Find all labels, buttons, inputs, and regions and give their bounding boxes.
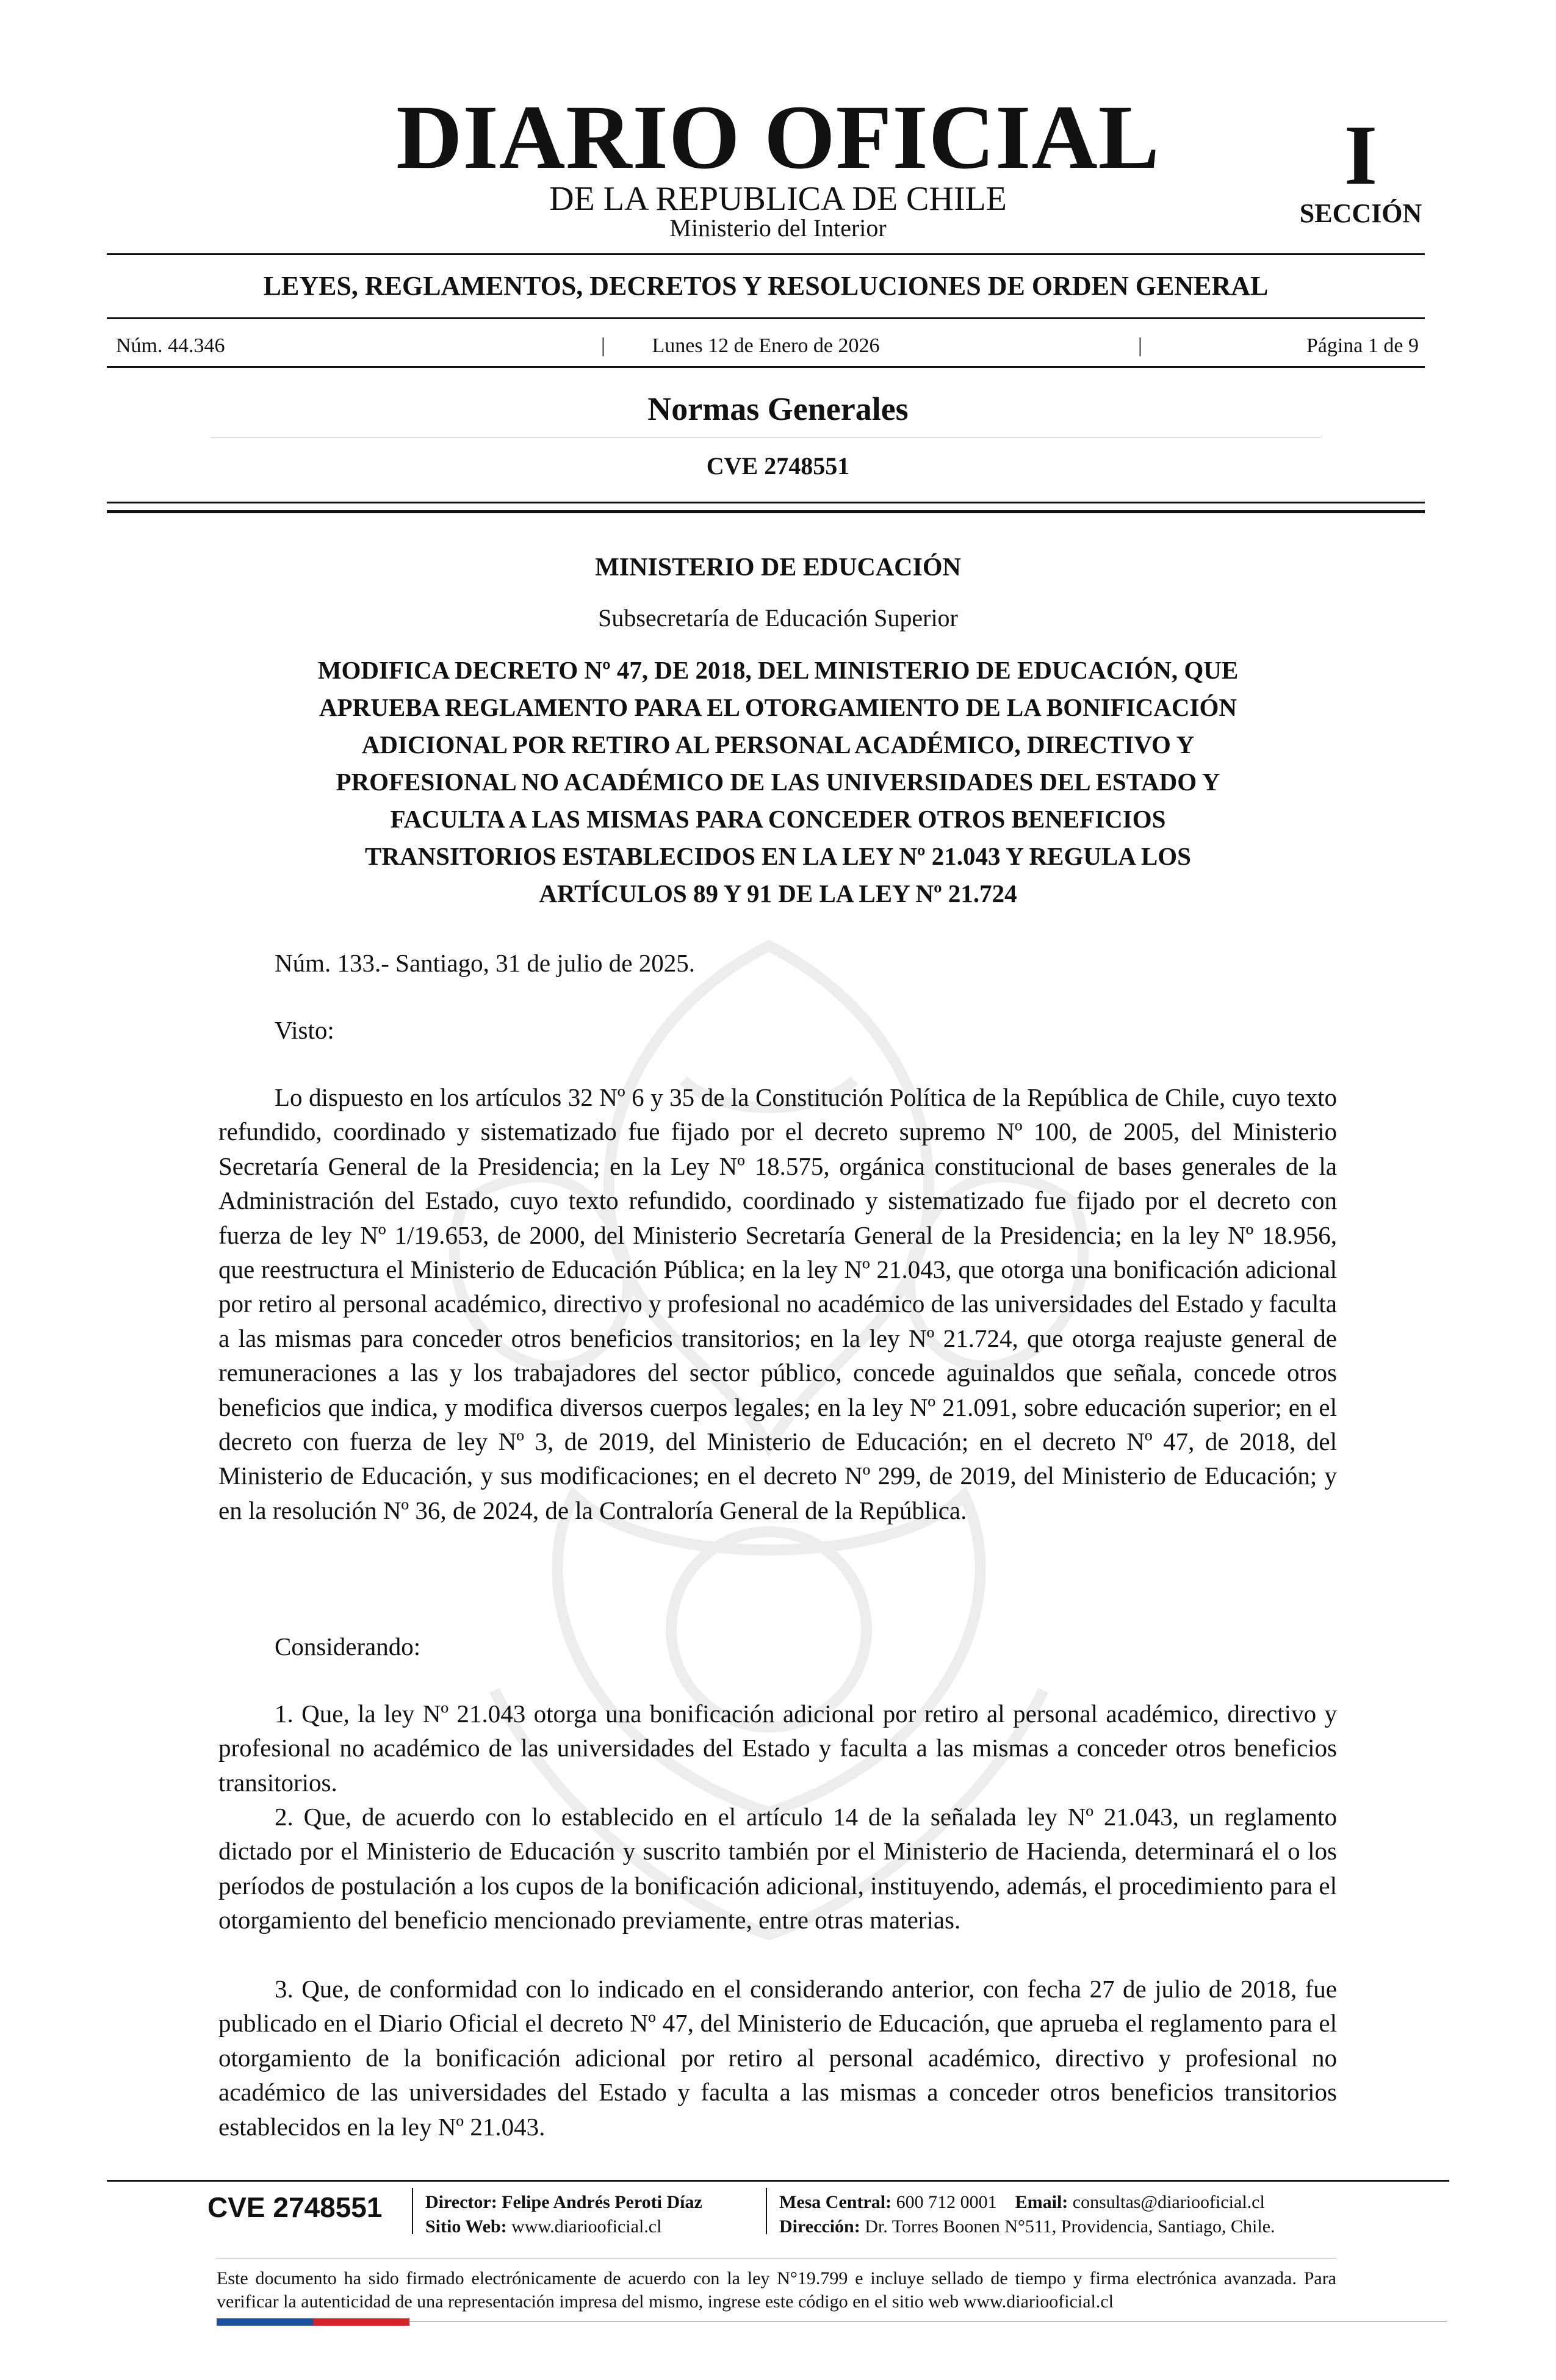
decree-title-line: FACULTA A LAS MISMAS PARA CONCEDER OTROS BENEFICIOS [390, 805, 1166, 833]
meta-divider [107, 366, 1425, 368]
masthead-divider [107, 253, 1425, 255]
masthead-title: DIARIO OFICIAL [396, 87, 1160, 188]
decree-title-line: ARTÍCULOS 89 Y 91 DE LA LEY Nº 21.724 [539, 879, 1017, 907]
cve-divider-bottom [107, 510, 1425, 513]
cve-divider-top [107, 502, 1425, 503]
considerando-paragraph: 3. Que, de conformidad con lo indicado en el considerando anterior, con fecha 27 de julio de 2018, fue publicado en el Diario Oficial el decreto Nº 47, del Ministerio de Educación, que aprueba el reglamento para el otorgamiento de la bonificación adicional por retiro al personal académico, directivo y profesional no académico de las universidades del Estado y faculta a las mismas a conceder otros beneficios transitorios establecidos en la ley Nº 21.043. [218, 1975, 1337, 2141]
section-label: SECCIÓN [1299, 198, 1422, 228]
ministry-heading: MINISTERIO DE EDUCACIÓN [595, 554, 961, 582]
decree-title-line: TRANSITORIOS ESTABLECIDOS EN LA LEY Nº 21.043 Y REGULA LOS [365, 842, 1191, 870]
footer-divider [107, 2180, 1449, 2182]
meta-separator: | [1138, 334, 1142, 357]
issue-number: Núm. 44.346 [116, 334, 225, 357]
considerando-paragraph: 2. Que, de acuerdo con lo establecido en el artículo 14 de la señalada ley Nº 21.043, un reglamento dictado por el Ministerio de Educación y suscrito también por el Ministerio de Hacienda, determinará el o los períodos de postulación a los cupos de la bonificación adicional, instituyendo, además, el procedimiento para el otorgamiento del beneficio mencionado previamente, entre otras materias. [218, 1803, 1337, 1935]
footer-separator [766, 2188, 767, 2234]
decree-title [238, 652, 1318, 912]
flag-stripe-red [313, 2318, 409, 2326]
director-label: Director: [425, 2192, 497, 2212]
issue-meta-row [107, 333, 1425, 359]
category-divider [107, 317, 1425, 319]
subsecretaria: Subsecretaría de Educación Superior [598, 604, 958, 632]
phone-value: 600 712 0001 [896, 2192, 997, 2212]
cve-header: CVE 2748551 [706, 452, 850, 480]
website-label: Sitio Web: [425, 2216, 507, 2237]
considerando-paragraph: 1. Que, la ley Nº 21.043 otorga una bonificación adicional por retiro al personal académico, directivo y profesional no académico de las universidades del Estado y faculta a las mismas a conceder otros beneficios transitorios. [218, 1700, 1337, 1797]
decree-title-line: PROFESIONAL NO ACADÉMICO DE LAS UNIVERSIDADES DEL ESTADO Y [336, 768, 1220, 796]
section-number: I [1344, 108, 1378, 203]
footer-signature-note: Este documento ha sido firmado electrónicamente de acuerdo con la ley N°19.799 e incluye sellado de tiempo y firma electrónica avanzada. Para verificar la autenticidad de una representación impresa del mismo, ingrese este código en el sitio web www.diariooficial.cl [217, 2268, 1336, 2312]
footer-cve: CVE 2748551 [207, 2191, 383, 2223]
footer-separator [412, 2188, 413, 2234]
decree-title-line: APRUEBA REGLAMENTO PARA EL OTORGAMIENTO DE LA BONIFICACIÓN [319, 693, 1237, 721]
email-label: Email: [1015, 2192, 1068, 2212]
director-name: Felipe Andrés Peroti Díaz [502, 2192, 702, 2212]
email-link[interactable]: consultas@diariooficial.cl [1072, 2192, 1265, 2212]
footer-note-divider [217, 2258, 1336, 2259]
masthead-ministry: Ministerio del Interior [669, 214, 887, 242]
phone-label: Mesa Central: [779, 2192, 892, 2212]
considerando-label: Considerando: [275, 1632, 421, 1661]
visto-paragraph: Lo dispuesto en los artículos 32 Nº 6 y 35 de la Constitución Política de la República de Chile, cuyo texto refundido, coordinado y sistematizado fue fijado por el decreto supremo Nº 100, de 2005, del Ministerio Secretaría General de la Presidencia; en la Ley Nº 18.575, orgánica constitucional de bases generales de la Administración del Estado, cuyo texto refundido, coordinado y sistematizado fue fijado por el decreto con fuerza de ley Nº 1/19.653, de 2000, del Ministerio Secretaría General de la Presidencia; en la ley Nº 18.956, que reestructura el Ministerio de Educación Pública; en la ley Nº 21.043, que otorga una bonificación adicional por retiro al personal académico, directivo y profesional no académico de las universidades del Estado y faculta a las mismas para conceder otros beneficios transitorios; en la ley Nº 21.724, que otorga reajuste general de remuneraciones a las y los trabajadores del sector público, concede aguinaldos que señala, concede otros beneficios que indica, y modifica diversos cuerpos legales; en la ley Nº 21.091, sobre educación superior; en el decreto con fuerza de ley Nº 3, de 2019, del Ministerio de Educación; en el decreto Nº 47, de 2018, del Ministerio de Educación, y sus modificaciones; en el decreto Nº 299, de 2019, del Ministerio de Educación; y en la resolución Nº 36, de 2024, de la Contraloría General de la República. [218, 1083, 1337, 1524]
decree-title-line: MODIFICA DECRETO Nº 47, DE 2018, DEL MINISTERIO DE EDUCACIÓN, QUE [317, 656, 1239, 684]
footer-contact-block [779, 2190, 1275, 2239]
issue-date: Lunes 12 de Enero de 2026 [652, 334, 880, 357]
address-label: Dirección: [779, 2216, 860, 2237]
website-link[interactable]: www.diariooficial.cl [511, 2216, 662, 2237]
footer-director-block [425, 2190, 702, 2239]
flag-stripe-blue [217, 2318, 313, 2326]
masthead-subtitle: DE LA REPUBLICA DE CHILE [549, 180, 1007, 218]
visto-label: Visto: [275, 1016, 334, 1044]
decree-title-line: ADICIONAL POR RETIRO AL PERSONAL ACADÉMICO, DIRECTIVO Y [361, 730, 1195, 759]
flag-stripe-line [409, 2321, 1447, 2322]
address-value: Dr. Torres Boonen N°511, Providencia, Santiago, Chile. [865, 2216, 1275, 2237]
page-indicator: Página 1 de 9 [1306, 334, 1419, 357]
normas-generales-title: Normas Generales [647, 391, 909, 427]
category-heading: LEYES, REGLAMENTOS, DECRETOS Y RESOLUCIONES DE ORDEN GENERAL [263, 271, 1269, 301]
meta-separator: | [601, 334, 605, 357]
decree-number-line: Núm. 133.- Santiago, 31 de julio de 2025. [275, 949, 695, 977]
